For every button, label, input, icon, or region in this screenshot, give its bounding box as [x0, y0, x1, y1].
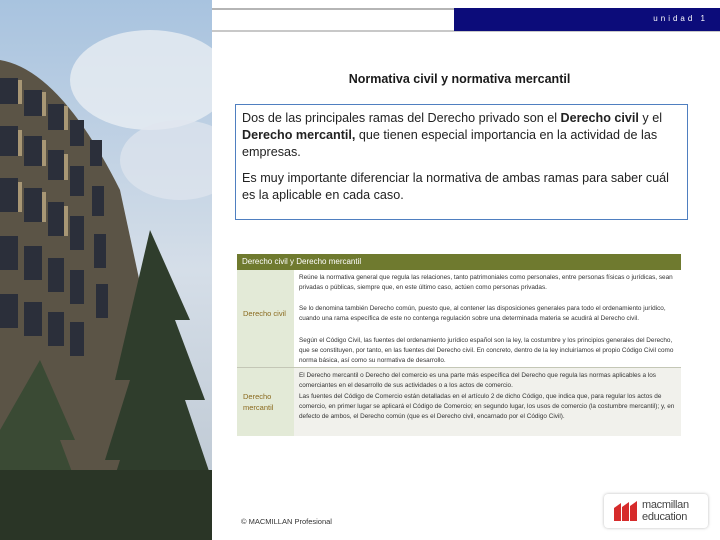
unit-banner	[454, 8, 720, 31]
table-label-column	[237, 270, 294, 436]
intro-text: Dos de las principales ramas del Derecho privado son el	[242, 111, 561, 125]
building-photo	[0, 0, 212, 540]
table-cell: Se lo denomina también Derecho común, puesto que, al contener las disposiciones generales para todo el ordenamiento jurídico, cuando una rama específica de este no contenga regulación sobre una determinada materia se acudirá al Derecho civil.	[299, 305, 666, 322]
header-rule	[212, 8, 454, 10]
table-row	[294, 367, 681, 436]
comparison-table	[237, 254, 681, 436]
logo-text-education: education	[642, 511, 688, 523]
table-row	[294, 270, 681, 367]
term-mercantil: Derecho mercantil,	[242, 128, 356, 142]
slide-title: Normativa civil y normativa mercantil	[348, 72, 571, 86]
row-label-civil: Derecho civil	[243, 309, 286, 318]
intro-text: y el	[638, 111, 663, 125]
table-cell: El Derecho mercantil o Derecho del comercio es una parte más específica del Derecho que regula las normas aplicables a los comerciantes en el desarrollo de sus actividades o a los actos de comercio.	[299, 372, 656, 389]
intro-paragraph	[242, 110, 681, 161]
intro-text: que tienen especial importancia en la actividad de las empresas.	[242, 128, 658, 159]
table-cell: Según el Código Civil, las fuentes del ordenamiento jurídico español son la ley, la costumbre y los principios generales del Derecho, que se constituyen, por tanto, en las fuentes del Derecho civil. En concreto, dentro de la ley incluiríamos el propio Código Civil como norma básica, así como su normativa de desarrollo.	[299, 337, 674, 364]
table-cell: Las fuentes del Código de Comercio están detalladas en el artículo 2 de dicho Código, que indica que, para regular los actos de comercio, en primer lugar se aplicará el Código de Comercio; en segundo lugar, los usos de comercio (la costumbre mercantil); y, en defecto de ambos, el Derecho común (que es el Derecho civil, encarnado por el Código Civil).	[299, 393, 675, 420]
copyright-notice: © MACMILLAN Profesional	[241, 517, 332, 526]
macmillan-logo	[604, 494, 708, 528]
table-header: Derecho civil y Derecho mercantil	[237, 254, 681, 270]
difference-paragraph: Es muy importante diferenciar la normativa de ambas ramas para saber cuál es la aplicable en cada caso.	[242, 171, 669, 202]
row-divider	[237, 367, 681, 368]
logo-text-macmillan: macmillan	[642, 499, 689, 511]
row-label-mercantil: Derecho mercantil	[243, 392, 274, 412]
unit-label: unidad 1	[653, 14, 708, 23]
intro-textbox	[235, 104, 688, 220]
macmillan-logo-icon	[612, 500, 638, 522]
term-civil: Derecho civil	[560, 111, 639, 125]
table-cell: Reúne la normativa general que regula las relaciones, tanto patrimoniales como personales, entre personas físicas o jurídicas, sean privadas o públicas, siempre que, en este último caso, actúen como personas privadas.	[299, 274, 673, 291]
